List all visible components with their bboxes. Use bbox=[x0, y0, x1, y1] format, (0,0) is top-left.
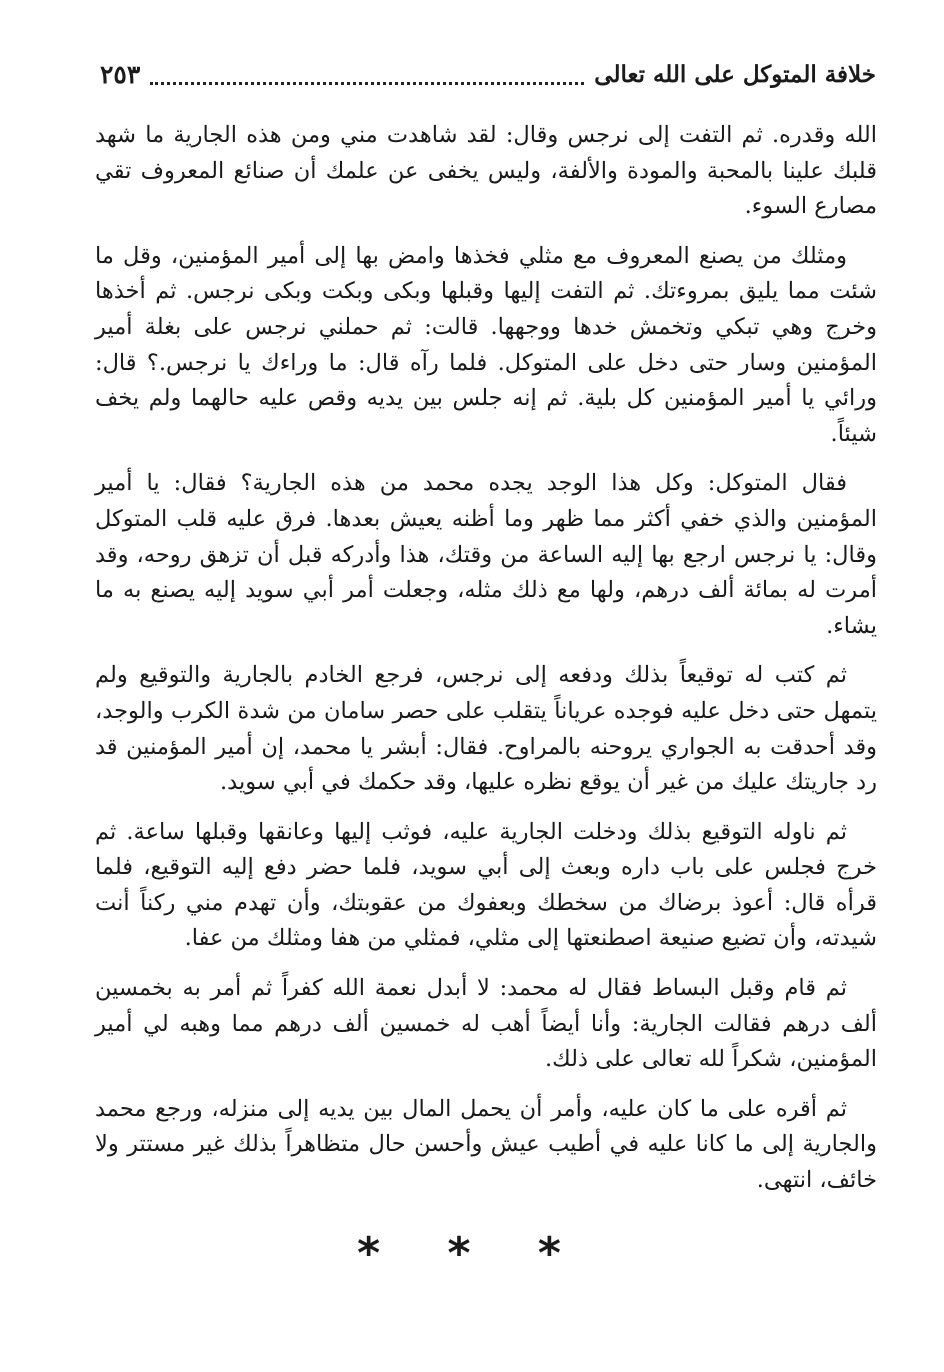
page-number: ٢٥٣ bbox=[100, 59, 141, 89]
paragraph-7: ثم أقره على ما كان عليه، وأمر أن يحمل المال بين يديه إلى منزله، ورجع محمد والجارية إلى ما كانا عليه في أطيب عيش وأحسن حال متظاهراً بذلك غير مستتر ولا خائف، انتهى. bbox=[95, 1095, 877, 1194]
running-header bbox=[100, 52, 876, 96]
paragraph-3: فقال المتوكل: وكل هذا الوجد يجده محمد من هذه الجارية؟ فقال: يا أمير المؤمنين والذي خفي أكثر مما ظهر وما أظنه يعيش بعدها. فرق عليه قلب المتوكل وقال: يا نرجس ارجع بها إليه الساعة من وقتك، هذا وأدركه قبل أن تزهق روحه، وقد أمرت له بمائة ألف درهم، ولها مع ذلك مثله، وجعلت أمر أبي سويد إليه يصنع به ما يشاء. bbox=[95, 470, 877, 639]
dot-leader bbox=[150, 78, 584, 85]
body-text bbox=[95, 118, 877, 1213]
paragraph-1: الله وقدره. ثم التفت إلى نرجس وقال: لقد شاهدت مني ومن هذه الجارية ما شهد قلبك علينا بالمحبة والمودة والألفة، وليس يخفى عن علمك أن صنائع المعروف تقي مصارع السوء. bbox=[95, 122, 877, 220]
section-separator: * * * bbox=[357, 1228, 587, 1279]
paragraph-2: ومثلك من يصنع المعروف مع مثلي فخذها وامض بها إلى أمير المؤمنين، وقل ما شئت مما يليق بمروءتك. ثم التفت إليها وقبلها وبكى وبكت وبكى نرجس. ثم أخذها وخرج وهي تبكي وتخمش خدها ووجهها. قالت: ثم حملني نرجس على بغلة أمير المؤمنين وسار حتى دخل على المتوكل. فلما رآه قال: ما وراءك يا نرجس.؟ قال: ورائي يا أمير المؤمنين كل بلية. ثم إنه جلس بين يديه وقص عليه حالهما ولم يخف شيئاً. bbox=[95, 242, 877, 447]
paragraph-4: ثم كتب له توقيعاً بذلك ودفعه إلى نرجس، فرجع الخادم بالجارية والتوقيع ولم يتمهل حتى دخل عليه فوجده عرياناً يتقلب على حصر سامان من شدة الكرب والوجد، وقد أحدقت به الجواري يروحنه بالمراوح. فقال: أبشر يا محمد، إن أمير المؤمنين قد رد جاريتك عليك من غير أن يوقع نظره عليها، وقد حكمك في أبي سويد. bbox=[95, 662, 877, 796]
paragraph-5: ثم ناوله التوقيع بذلك ودخلت الجارية عليه، فوثب إليها وعانقها وقبلها ساعة. ثم خرج فجلس على باب داره وبعث إلى أبي سويد، فلما حضر دفع إليه التوقيع، فلما قرأه قال: أعوذ برضاك من سخطك وبعفوك من عقوبتك، وأن تهدم مني ركناً أنت شيدته، وأن تضيع صنيعة اصطنعتها إلى مثلي، فمثلي من هفا ومثلك من عفا. bbox=[95, 818, 877, 952]
chapter-title: خلافة المتوكل على الله تعالى bbox=[594, 60, 876, 88]
paragraph-6: ثم قام وقبل البساط فقال له محمد: لا أبدل نعمة الله كفراً ثم أمر به بخمسين ألف درهم فقالت الجارية: وأنا أيضاً أهب له خمسين ألف درهم مما وهبه لي أمير المؤمنين، شكراً لله تعالى على ذلك. bbox=[95, 975, 877, 1073]
